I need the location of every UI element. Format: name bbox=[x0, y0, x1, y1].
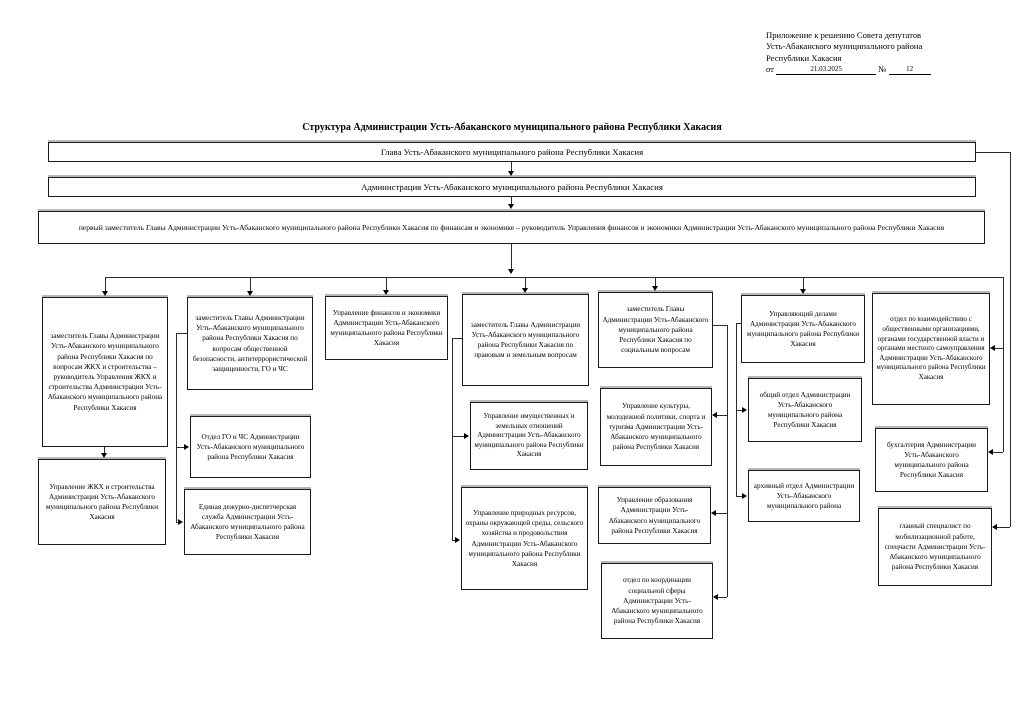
approval-note-from-line bbox=[766, 64, 1010, 75]
org-box-buhgalteria: бухгалтерия Администрации Усть-Абаканского муниципального района Республики Хакасия bbox=[875, 428, 988, 492]
org-box-upr-culture: Управление культуры, молодежной политики, спорта и туризма Администрации Усть-Абаканского муниципального района Республики Хакасия bbox=[600, 388, 712, 466]
connector-arrow-left bbox=[711, 510, 716, 516]
connector-arrow-down bbox=[652, 286, 658, 291]
connector-arrow-down bbox=[101, 453, 107, 458]
org-box-admin: Администрация Усть-Абаканского муниципального района Республики Хакасия bbox=[48, 177, 976, 197]
connector-arrow-down bbox=[508, 204, 514, 209]
from-label: от bbox=[766, 64, 774, 75]
org-box-deputy-social: заместитель Главы Администрации Усть-Абаканского муниципального района Республики Хакасия по социальным вопросам bbox=[598, 292, 713, 368]
org-box-first-deputy: первый заместитель Главы Администрации Усть-Абаканского муниципального района Республики Хакасия по финансам и экономике – руководитель Управления финансов и экономики Администрации Усть-Абаканского муниципального района Республики Хакасия bbox=[38, 211, 985, 244]
approval-note-line: Усть-Абаканского муниципального района bbox=[766, 41, 923, 52]
connector-line bbox=[511, 244, 512, 270]
connector-arrow-down bbox=[102, 291, 108, 296]
org-box-deputy-security: заместитель Главы Администрации Усть-Абаканского муниципального района Республики Хакасия по вопросам общественной безопасности, антитеррористической защищенности, ГО и ЧС bbox=[187, 297, 313, 390]
org-box-upr-property: Управление имущественных и земельных отношений Администрации Усть-Абаканского муниципального района Республики Хакасия bbox=[470, 402, 588, 470]
connector-line bbox=[176, 333, 177, 522]
org-box-obshchiy-otdel: общий отдел Администрации Усть-Абаканского муниципального района Республики Хакасия bbox=[748, 378, 862, 442]
org-box-upr-zhkh: Управление ЖКХ и строительства Администрации Усть-Абаканского муниципального района Республики Хакасия bbox=[38, 459, 166, 545]
connector-arrow-right bbox=[742, 407, 747, 413]
connector-line bbox=[713, 325, 727, 326]
connector-line bbox=[803, 277, 804, 289]
connector-arrow-left bbox=[990, 345, 995, 351]
connector-line bbox=[176, 333, 187, 334]
connector-line bbox=[718, 597, 727, 598]
connector-arrow-down bbox=[247, 291, 253, 296]
connector-line bbox=[386, 277, 387, 290]
approval-note-line: Республики Хакасия bbox=[766, 52, 842, 63]
org-box-otdel-social: отдел по координации социальной сферы Администрации Усть-Абаканского муниципального района Республики Хакасия bbox=[601, 563, 713, 639]
connector-arrow-down bbox=[508, 171, 514, 176]
org-box-otdel-public: отдел по взаимодействию с общественными организациями, органами государственной власти и органами местного самоуправления Администрации Усть-Абаканского муниципального района Республики Хакасия bbox=[872, 293, 990, 405]
connector-arrow-down bbox=[508, 269, 514, 274]
org-box-upr-education: Управление образования Администрации Усть-Абаканского муниципального района Республики Хакасия bbox=[598, 487, 711, 544]
connector-line bbox=[1003, 277, 1004, 452]
connector-arrow-down bbox=[800, 289, 806, 294]
connector-line bbox=[976, 152, 1010, 153]
connector-line bbox=[1010, 152, 1011, 527]
page-title: Структура Администрации Усть-Абаканского муниципального района Республики Хакасия bbox=[302, 122, 722, 133]
org-box-arhivny-otdel: архивный отдел Администрации Усть-Абаканского муниципального района bbox=[748, 470, 860, 522]
connector-line bbox=[105, 277, 106, 291]
connector-line bbox=[452, 338, 453, 540]
connector-arrow-left bbox=[992, 524, 997, 530]
org-box-otdel-go-chs: Отдел ГО и ЧС Администрации Усть-Абаканского муниципального района Республики Хакасия bbox=[190, 416, 311, 478]
connector-line bbox=[525, 277, 526, 288]
connector-line bbox=[717, 415, 727, 416]
decision-date: 21.03.2025 bbox=[776, 65, 876, 75]
approval-note-line: Приложение к решению Совета депутатов bbox=[766, 30, 922, 40]
connector-arrow-right bbox=[464, 433, 469, 439]
org-box-glavny-specialist: главный специалист по мобилизационной работе, спецчасти Администрации Усть-Абаканского муниципального района Республики Хакасия bbox=[878, 508, 992, 586]
connector-arrow-right bbox=[455, 537, 460, 543]
decision-number: 12 bbox=[889, 65, 931, 75]
connector-line bbox=[995, 348, 1003, 349]
connector-arrow-right bbox=[184, 444, 189, 450]
connector-line bbox=[655, 277, 656, 286]
connector-line bbox=[716, 513, 727, 514]
approval-note bbox=[766, 30, 1010, 75]
connector-line bbox=[727, 325, 728, 597]
org-box-edds: Единая дежурно-диспетчерская служба Администрации Усть-Абаканского муниципального района Республики Хакасия bbox=[184, 489, 311, 555]
connector-arrow-left bbox=[988, 449, 993, 455]
number-label: № bbox=[878, 64, 887, 75]
connector-arrow-left bbox=[713, 594, 718, 600]
org-box-deputy-legal: заместитель Главы Администрации Усть-Абаканского муниципального района Республики Хакасия по правовым и земельным вопросам bbox=[462, 294, 589, 386]
org-box-deputy-zhkh: заместитель Главы Администрации Усть-Абаканского муниципального района Республики Хакасия по вопросам ЖКХ и строительства – руководитель Управления ЖКХ и строительства Администрации Усть-Абаканского муниципального района Республики Хакасия bbox=[42, 297, 168, 447]
connector-arrow-left bbox=[712, 412, 717, 418]
org-box-glava: Глава Усть-Абаканского муниципального района Республики Хакасия bbox=[48, 142, 976, 162]
org-box-upr-nature: Управление природных ресурсов, охраны окружающей среды, сельского хозяйства и продовольствия Администрации Усть-Абаканского муниципального района Республики Хакасия bbox=[461, 487, 588, 590]
connector-distribution-line bbox=[105, 277, 1003, 278]
org-box-upr-finance: Управление финансов и экономики Администрации Усть-Абаканского муниципального района Республики Хакасия bbox=[325, 296, 448, 360]
connector-line bbox=[997, 527, 1010, 528]
org-box-upravlyayushchiy-delami: Управляющий делами Администрации Усть-Абаканского муниципального района Республики Хакасия bbox=[741, 295, 865, 363]
connector-line bbox=[993, 452, 1003, 453]
connector-arrow-down bbox=[522, 288, 528, 293]
connector-line bbox=[452, 338, 462, 339]
connector-line bbox=[250, 277, 251, 291]
connector-arrow-right bbox=[178, 519, 183, 525]
connector-arrow-right bbox=[742, 493, 747, 499]
connector-arrow-down bbox=[383, 290, 389, 295]
